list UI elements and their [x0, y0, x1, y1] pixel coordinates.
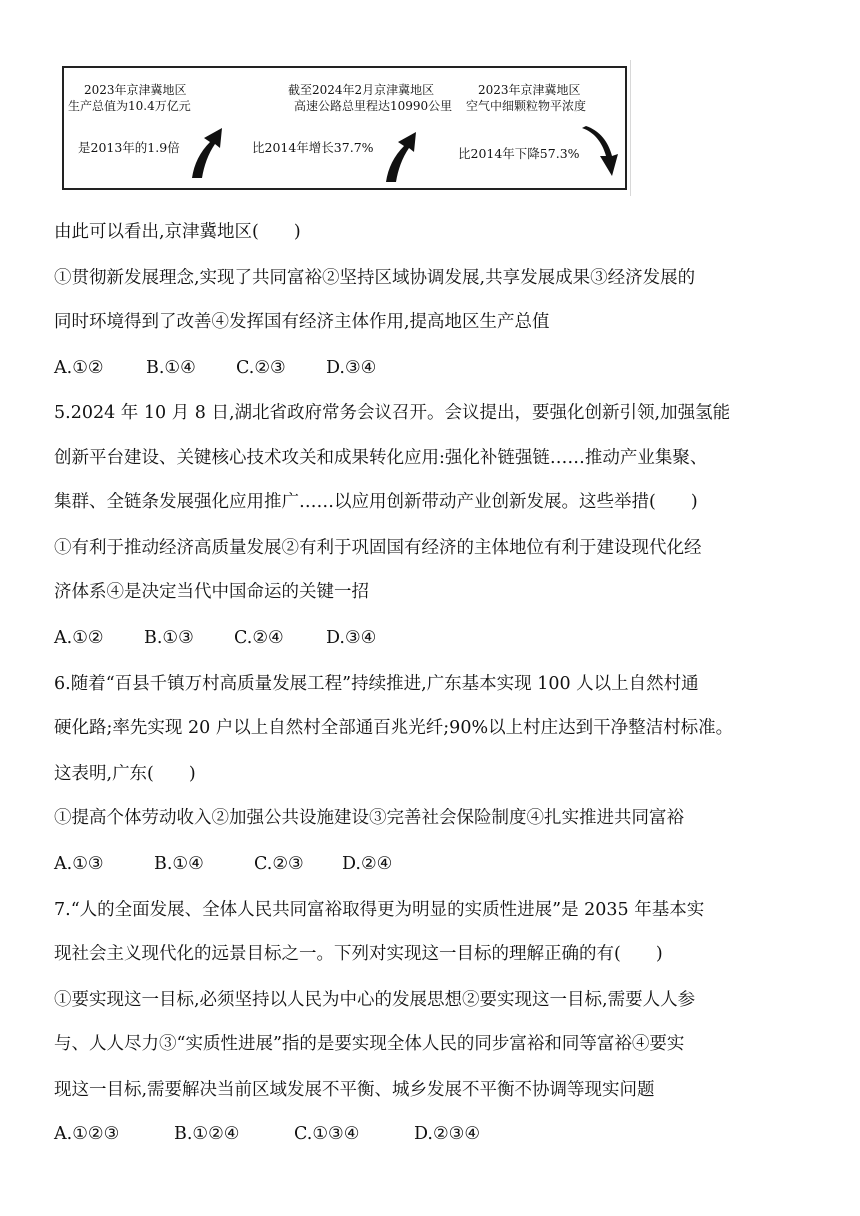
panel-highway-title-line1: 截至2024年2月京津冀地区 — [288, 83, 435, 97]
figure-panel-gdp — [64, 68, 249, 188]
figure-panel-pm25 — [444, 68, 626, 188]
panel-pm25-title-line1: 2023年京津冀地区 — [478, 83, 581, 97]
q5-choices-line1: ①有利于推动经济高质量发展②有利于巩固国有经济的主体地位有利于建设现代化经 — [54, 538, 702, 558]
q5-option-c[interactable]: C.②④ — [234, 628, 284, 648]
q7-stem-line1: 7.“人的全面发展、全体人民共同富裕取得更为明显的实质性进展”是 2035 年基本实 — [54, 900, 705, 920]
q6-options — [54, 852, 392, 876]
figure-edge-line — [630, 60, 631, 196]
panel-gdp-title-line1: 2023年京津冀地区 — [84, 83, 187, 97]
q7-choices-line1: ①要实现这一目标,必须坚持以人民为中心的发展思想②要实现这一目标,需要人人参 — [54, 990, 696, 1010]
panel-gdp-title-line2: 生产总值为10.4万亿元 — [68, 99, 191, 113]
q4-options — [54, 356, 376, 380]
trend-up-arrow-icon — [188, 124, 226, 180]
q7-option-b[interactable]: B.①②④ — [174, 1124, 240, 1144]
q7-option-c[interactable]: C.①③④ — [294, 1124, 360, 1144]
q4-stem: 由此可以看出,京津冀地区( ) — [54, 222, 301, 242]
q5-option-d[interactable]: D.③④ — [326, 628, 377, 648]
panel-highway-title-line2: 高速公路总里程达10990公里 — [294, 99, 453, 113]
q7-options — [54, 1122, 480, 1146]
q6-stem-line1: 6.随着“百县千镇万村高质量发展工程”持续推进,广东基本实现 100 人以上自然村通 — [54, 674, 699, 694]
q6-stem-line2: 硬化路;率先实现 20 户以上自然村全部通百兆光纤;90%以上村庄达到干净整洁村标准。 — [54, 718, 734, 738]
q5-choices-line2: 济体系④是决定当代中国命运的关键一招 — [54, 582, 369, 602]
q7-choices-line3: 现这一目标,需要解决当前区域发展不平衡、城乡发展不平衡不协调等现实问题 — [54, 1080, 655, 1100]
q6-option-b[interactable]: B.①④ — [154, 854, 204, 874]
q4-option-a[interactable]: A.①② — [54, 358, 104, 378]
q7-choices-line2: 与、人人尽力③“实质性进展”指的是要实现全体人民的同步富裕和同等富裕④要实 — [54, 1034, 685, 1054]
panel-gdp-stat: 是2013年的1.9倍 — [78, 140, 180, 155]
q5-option-b[interactable]: B.①③ — [144, 628, 194, 648]
q4-option-b[interactable]: B.①④ — [146, 358, 196, 378]
q5-stem-line1: 5.2024 年 10 月 8 日,湖北省政府常务会议召开。会议提出，要强化创新引领,加强氢能 — [54, 403, 731, 423]
trend-down-arrow-icon — [580, 124, 620, 180]
q4-choices-line2: 同时环境得到了改善④发挥国有经济主体作用,提高地区生产总值 — [54, 312, 550, 332]
q6-stem-line3: 这表明,广东( ) — [54, 764, 196, 784]
q4-option-d[interactable]: D.③④ — [326, 358, 377, 378]
q5-options — [54, 626, 376, 650]
figure-panel-highway — [244, 68, 453, 188]
q6-choices-line1: ①提高个体劳动收入②加强公共设施建设③完善社会保险制度④扎实推进共同富裕 — [54, 808, 684, 828]
data-figure — [62, 66, 627, 190]
q4-option-c[interactable]: C.②③ — [236, 358, 286, 378]
panel-highway-stat: 比2014年增长37.7% — [252, 140, 374, 155]
panel-pm25-stat: 比2014年下降57.3% — [458, 146, 580, 161]
q6-option-a[interactable]: A.①③ — [54, 854, 104, 874]
q7-stem-line2: 现社会主义现代化的远景目标之一。下列对实现这一目标的理解正确的有( ) — [54, 944, 663, 964]
q5-stem-line3: 集群、全链条发展强化应用推广……以应用创新带动产业创新发展。这些举措( ) — [54, 492, 698, 512]
q6-option-c[interactable]: C.②③ — [254, 854, 304, 874]
q7-option-a[interactable]: A.①②③ — [54, 1124, 120, 1144]
q6-option-d[interactable]: D.②④ — [342, 854, 393, 874]
q4-choices-line1: ①贯彻新发展理念,实现了共同富裕②坚持区域协调发展,共享发展成果③经济发展的 — [54, 268, 696, 288]
q7-option-d[interactable]: D.②③④ — [414, 1124, 481, 1144]
trend-up-arrow-icon — [382, 128, 420, 184]
q5-stem-line2: 创新平台建设、关键核心技术攻关和成果转化应用:强化补链强链……推动产业集聚、 — [54, 448, 708, 468]
panel-pm25-title-line2: 空气中细颗粒物平浓度 — [466, 99, 587, 113]
q5-option-a[interactable]: A.①② — [54, 628, 104, 648]
